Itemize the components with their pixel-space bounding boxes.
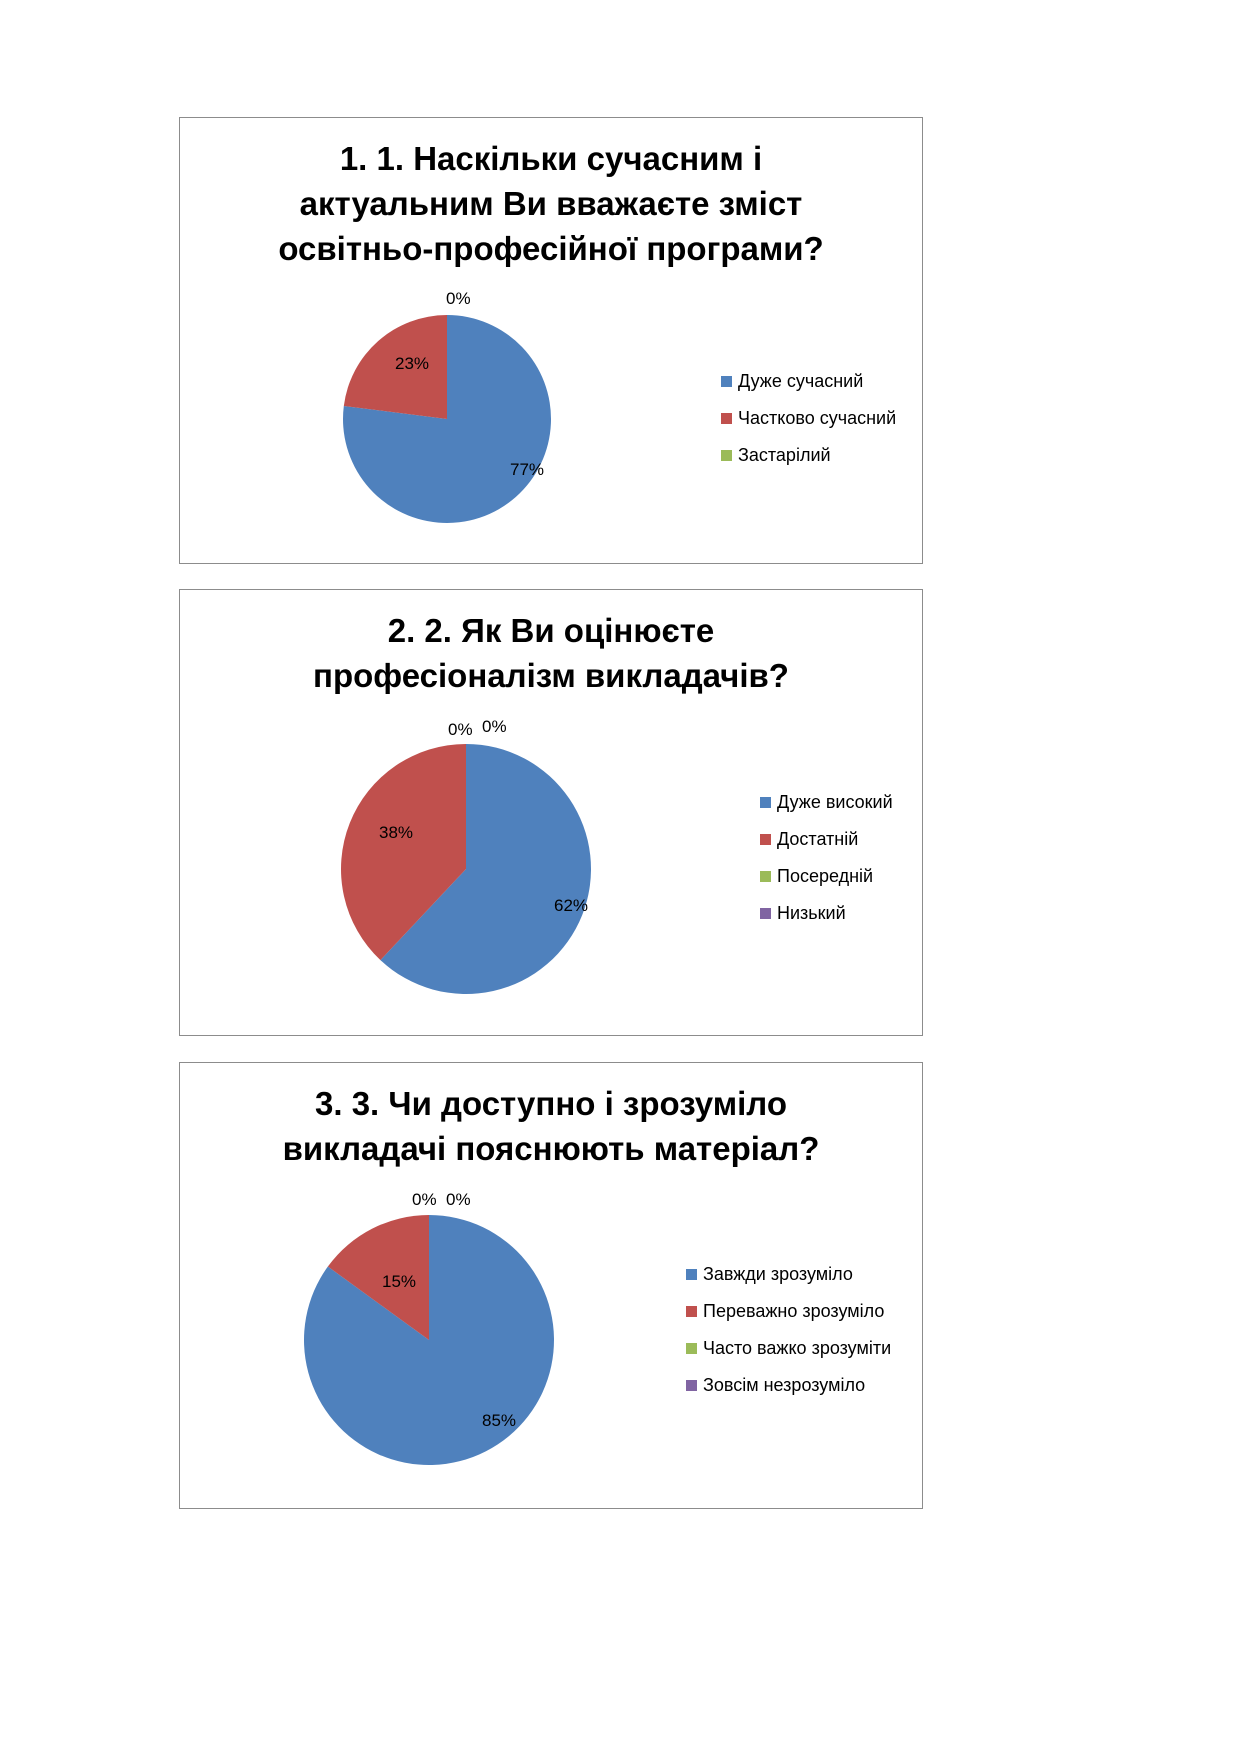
chart-legend-3 — [686, 1256, 891, 1404]
legend-label: Дуже високий — [777, 792, 893, 812]
legend-label: Достатній — [777, 829, 859, 849]
legend-label: Низький — [777, 903, 846, 923]
legend-swatch — [721, 413, 732, 424]
chart-legend-1 — [721, 363, 896, 474]
data-label: 62% — [554, 896, 589, 915]
legend-label: Застарілий — [738, 445, 831, 465]
legend-label: Часто важко зрозуміти — [703, 1338, 892, 1358]
data-label: 23% — [395, 354, 430, 373]
legend-label: Частково сучасний — [738, 408, 897, 428]
legend-swatch — [686, 1343, 697, 1354]
data-label: 0% — [446, 1190, 471, 1209]
chart-title: 1. 1. Наскільки сучасним і актуальним Ви вважаєте зміст освітньо-професійної програми? — [278, 140, 824, 267]
chart-panel-2 — [179, 589, 923, 1036]
legend-label: Посередній — [777, 866, 874, 886]
legend-item — [760, 821, 893, 858]
legend-item — [721, 363, 896, 400]
legend-item — [760, 895, 893, 932]
chart-legend-2 — [760, 784, 893, 932]
legend-label: Переважно зрозуміло — [703, 1301, 885, 1321]
legend-item — [686, 1293, 891, 1330]
legend-item — [686, 1367, 891, 1404]
legend-label: Зовсім незрозуміло — [703, 1375, 866, 1395]
legend-item — [760, 784, 893, 821]
chart-panel-1 — [179, 117, 923, 564]
legend-item — [721, 437, 896, 474]
legend-label: Завжди зрозуміло — [703, 1264, 853, 1284]
chart-panel-3 — [179, 1062, 923, 1509]
data-label: 77% — [510, 460, 545, 479]
data-label: 85% — [482, 1411, 517, 1430]
chart-title: 3. 3. Чи доступно і зрозуміло викладачі пояснюють матеріал? — [282, 1085, 820, 1167]
data-label: 0% — [446, 289, 471, 308]
legend-swatch — [760, 871, 771, 882]
legend-swatch — [686, 1306, 697, 1317]
chart-title: 2. 2. Як Ви оцінюєте професіоналізм викладачів? — [313, 612, 789, 694]
legend-swatch — [721, 450, 732, 461]
pie-chart-1 — [180, 118, 924, 565]
legend-label: Дуже сучасний — [738, 371, 864, 391]
data-label: 0% — [448, 720, 473, 739]
legend-item — [686, 1330, 891, 1367]
legend-swatch — [760, 797, 771, 808]
legend-item — [721, 400, 896, 437]
legend-item — [760, 858, 893, 895]
legend-swatch — [686, 1380, 697, 1391]
legend-swatch — [760, 834, 771, 845]
data-label: 15% — [382, 1272, 417, 1291]
legend-item — [686, 1256, 891, 1293]
legend-swatch — [721, 376, 732, 387]
data-label: 38% — [379, 823, 414, 842]
legend-swatch — [760, 908, 771, 919]
data-label: 0% — [482, 717, 507, 736]
legend-swatch — [686, 1269, 697, 1280]
data-label: 0% — [412, 1190, 437, 1209]
